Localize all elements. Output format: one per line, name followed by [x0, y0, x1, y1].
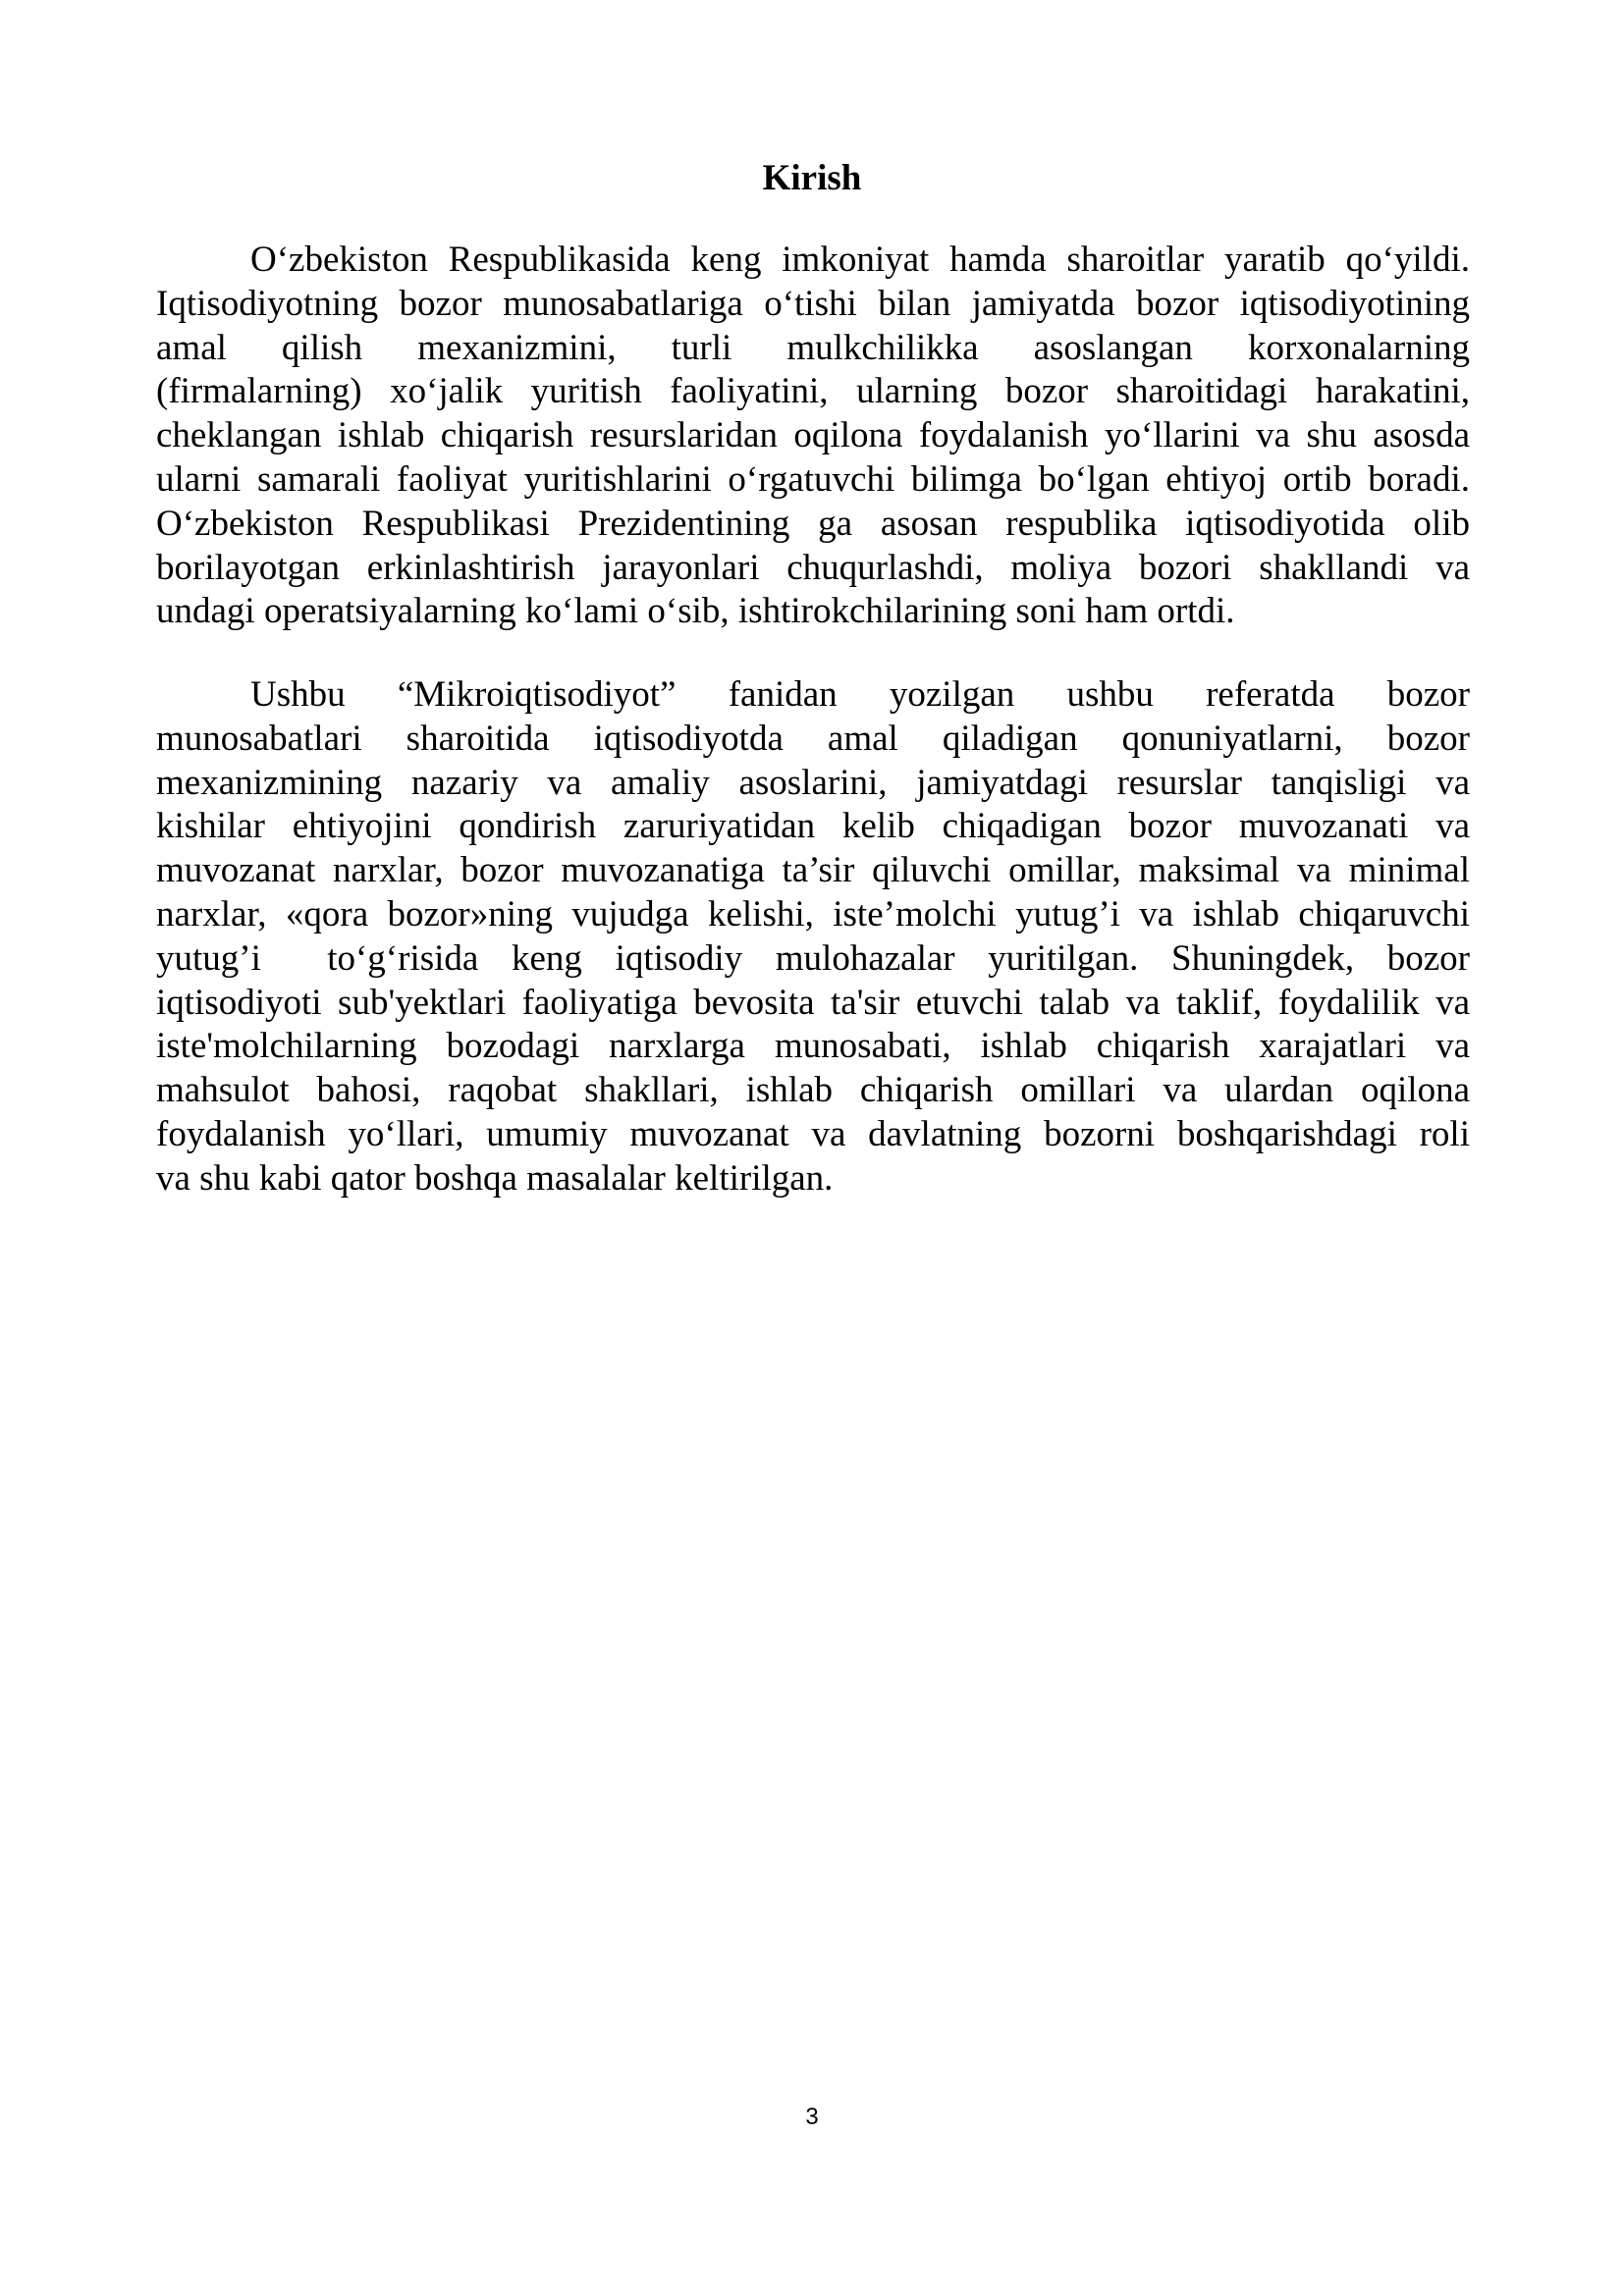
paragraph-line: borilayotgan erkinlashtirish jarayonlari chuqurlashdi, moliya bozori shakllandi va: [156, 547, 1470, 588]
paragraph-line: iqtisodiyoti sub'yektlari faoliyatiga bevosita ta'sir etuvchi talab va taklif, foydalilik va: [156, 982, 1470, 1023]
paragraph-line: Ushbu “Mikroiqtisodiyot” fanidan yozilgan ushbu referatda bozor: [250, 674, 1470, 715]
paragraph-line: (firmalarning) xo‘jalik yuritish faoliyatini, ularning bozor sharoitidagi harakatini,: [156, 371, 1470, 412]
page-number: 3: [805, 2104, 819, 2130]
paragraph-line: iste'molchilarning bozodagi narxlarga munosabati, ishlab chiqarish xarajatlari va: [156, 1026, 1470, 1067]
section-heading: Kirish: [762, 158, 862, 198]
paragraph-line: O‘zbekiston Respublikasi Prezidentining ga asosan respublika iqtisodiyotida olib: [156, 503, 1470, 544]
paragraph-line: Iqtisodiyotning bozor munosabatlariga o‘tishi bilan jamiyatda bozor iqtisodiyotining: [156, 283, 1470, 324]
paragraph-line: kishilar ehtiyojini qondirish zaruriyatidan kelib chiqadigan bozor muvozanati va: [156, 806, 1470, 847]
paragraph-line: narxlar, «qora bozor»ning vujudga kelishi, iste’molchi yutug’i va ishlab chiqaruvchi: [156, 893, 1470, 934]
paragraph-line: mahsulot bahosi, raqobat shakllari, ishlab chiqarish omillari va ulardan oqilona: [156, 1070, 1470, 1111]
paragraph-line: munosabatlari sharoitida iqtisodiyotda amal qiladigan qonuniyatlarni, bozor: [156, 718, 1470, 759]
paragraph-introduction: [156, 239, 1470, 634]
paragraph-referat-summary: [156, 673, 1470, 1201]
paragraph-line: foydalanish yo‘llari, umumiy muvozanat va davlatning bozorni boshqarishdagi roli: [156, 1113, 1470, 1154]
paragraph-line: amal qilish mexanizmini, turli mulkchilikka asoslangan korxonalarning: [156, 327, 1470, 368]
paragraph-line: cheklangan ishlab chiqarish resurslaridan oqilona foydalanish yo‘llarini va shu asosda: [156, 415, 1470, 456]
paragraph-line: yutug’i to‘g‘risida keng iqtisodiy mulohazalar yuritilgan. Shuningdek, bozor: [156, 937, 1470, 979]
paragraph-line: mexanizmining nazariy va amaliy asoslarini, jamiyatdagi resurslar tanqisligi va: [156, 762, 1470, 803]
paragraph-line: va shu kabi qator boshqa masalalar keltirilgan.: [156, 1157, 834, 1199]
paragraph-line: muvozanat narxlar, bozor muvozanatiga ta’sir qiluvchi omillar, maksimal va minimal: [156, 850, 1470, 891]
paragraph-line: O‘zbekiston Respublikasida keng imkoniyat hamda sharoitlar yaratib qo‘yildi.: [250, 240, 1470, 280]
paragraph-line: undagi operatsiyalarning ko‘lami o‘sib, ishtirokchilarining soni ham ortdi.: [156, 591, 1235, 632]
paragraph-line: ularni samarali faoliyat yuritishlarini o‘rgatuvchi bilimga bo‘lgan ehtiyoj ortib boradi.: [156, 458, 1470, 500]
